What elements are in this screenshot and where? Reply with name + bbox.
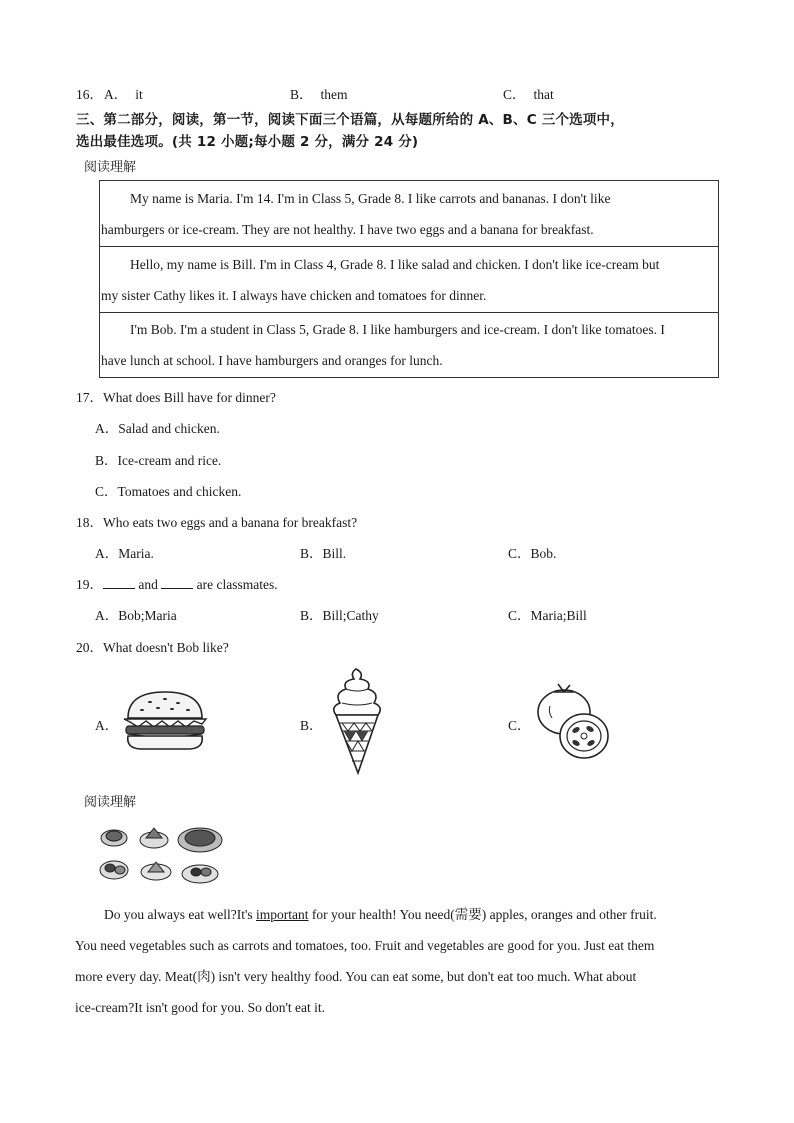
option-letter: A．: [95, 608, 119, 623]
option-letter: C．: [95, 484, 118, 499]
q19-option-a[interactable]: [95, 604, 177, 624]
reading2-paragraph: [75, 899, 715, 1023]
paragraph-line: ice-cream?It isn't good for you. So don't eat it.: [75, 1000, 326, 1015]
q16-option-c[interactable]: [503, 83, 554, 103]
answer-blank[interactable]: [103, 576, 135, 589]
q18-option-b[interactable]: [300, 542, 346, 562]
q19-option-c[interactable]: [508, 604, 587, 624]
option-text: Bill;Cathy: [322, 608, 379, 623]
option-letter: A．: [104, 87, 128, 102]
section-heading-line2: 选出最佳选项。(共 12 小题;每小题 2 分，满分 24 分): [76, 134, 419, 150]
paragraph-line: You need vegetables such as carrots and tomatoes, too. Fruit and vegetables are good for you. Just eat them: [75, 938, 655, 953]
divider: [100, 246, 718, 247]
q17-option-a[interactable]: [95, 417, 220, 437]
option-text: Tomatoes and chicken.: [117, 484, 242, 499]
paragraph-line: more every day. Meat(肉) isn't very healthy food. You can eat some, but don't eat too much. What about: [75, 969, 637, 984]
q16-option-a[interactable]: [104, 83, 143, 103]
passage-line: my sister Cathy likes it. I always have chicken and tomatoes for dinner.: [101, 288, 487, 303]
q18-stem: 18．Who eats two eggs and a banana for breakfast?: [76, 515, 358, 530]
q18-option-a[interactable]: [95, 542, 154, 562]
q20-option-a-letter[interactable]: A．: [95, 718, 119, 733]
reading-label: 阅读理解: [84, 795, 137, 810]
q16-number: 16．: [76, 87, 103, 102]
option-letter: B．: [95, 453, 118, 468]
q16-option-b[interactable]: [290, 83, 348, 103]
text-run: for your health! You need(需要) apples, oranges and other fruit.: [308, 907, 657, 922]
option-letter: B．: [300, 608, 323, 623]
option-text: them: [320, 87, 348, 102]
option-letter: C．: [508, 546, 531, 561]
option-text: Salad and chicken.: [118, 421, 220, 436]
passage-bob: [100, 314, 718, 376]
paragraph-line: [75, 899, 715, 930]
passage-line: Hello, my name is Bill. I'm in Class 4, Grade 8. I like salad and chicken. I don't like ice-cream but: [130, 257, 660, 272]
passage-line: I'm Bob. I'm a student in Class 5, Grade 8. I like hamburgers and ice-cream. I don't like tomatoes. I: [130, 322, 665, 337]
option-text: it: [135, 87, 143, 102]
option-letter: A．: [95, 421, 119, 436]
ice-cream-icon[interactable]: [328, 665, 386, 777]
option-text: Maria;Bill: [530, 608, 587, 623]
food-plates-icon: [96, 826, 228, 888]
passage-maria: [100, 183, 718, 245]
divider: [100, 312, 718, 313]
passage-line: hamburgers or ice-cream. They are not healthy. I have two eggs and a banana for breakfast.: [101, 222, 594, 237]
q18-option-c[interactable]: [508, 542, 556, 562]
q19-and: and: [138, 577, 158, 592]
text-run: Do you always eat well?It's: [104, 907, 257, 922]
q19-option-b[interactable]: [300, 604, 379, 624]
q19-number: 19．: [76, 577, 103, 592]
option-text: Bob.: [530, 546, 557, 561]
q20-option-b-letter[interactable]: B．: [300, 718, 323, 733]
q17-option-b[interactable]: [95, 449, 221, 469]
option-text: Bill.: [322, 546, 347, 561]
option-letter: C．: [508, 608, 531, 623]
passage-bill: [100, 249, 718, 311]
q17-option-c[interactable]: [95, 480, 241, 500]
q20-option-c-letter[interactable]: C．: [508, 718, 531, 733]
option-letter: A．: [95, 546, 119, 561]
passage-table: [99, 180, 719, 378]
q20-stem: 20．What doesn't Bob like?: [76, 640, 229, 655]
hamburger-icon[interactable]: [120, 688, 210, 752]
underlined-word: important: [256, 907, 309, 922]
tomato-icon[interactable]: [532, 680, 614, 764]
passage-line: have lunch at school. I have hamburgers and oranges for lunch.: [101, 353, 443, 368]
option-letter: B．: [290, 87, 313, 102]
q17-stem: 17．What does Bill have for dinner?: [76, 390, 276, 405]
passage-line: My name is Maria. I'm 14. I'm in Class 5, Grade 8. I like carrots and bananas. I don't like: [130, 191, 611, 206]
option-text: Ice-cream and rice.: [117, 453, 222, 468]
option-letter: C．: [503, 87, 526, 102]
reading-label: 阅读理解: [84, 160, 137, 175]
section-heading-line1: 三、第二部分，阅读，第一节，阅读下面三个语篇，从每题所给的 A、B、C 三个选项中，: [76, 112, 624, 128]
option-text: Maria.: [118, 546, 154, 561]
option-text: that: [533, 87, 554, 102]
option-text: Bob;Maria: [118, 608, 177, 623]
q19-stem: [76, 573, 278, 593]
option-letter: B．: [300, 546, 323, 561]
answer-blank[interactable]: [161, 576, 193, 589]
q19-rest: are classmates.: [196, 577, 278, 592]
